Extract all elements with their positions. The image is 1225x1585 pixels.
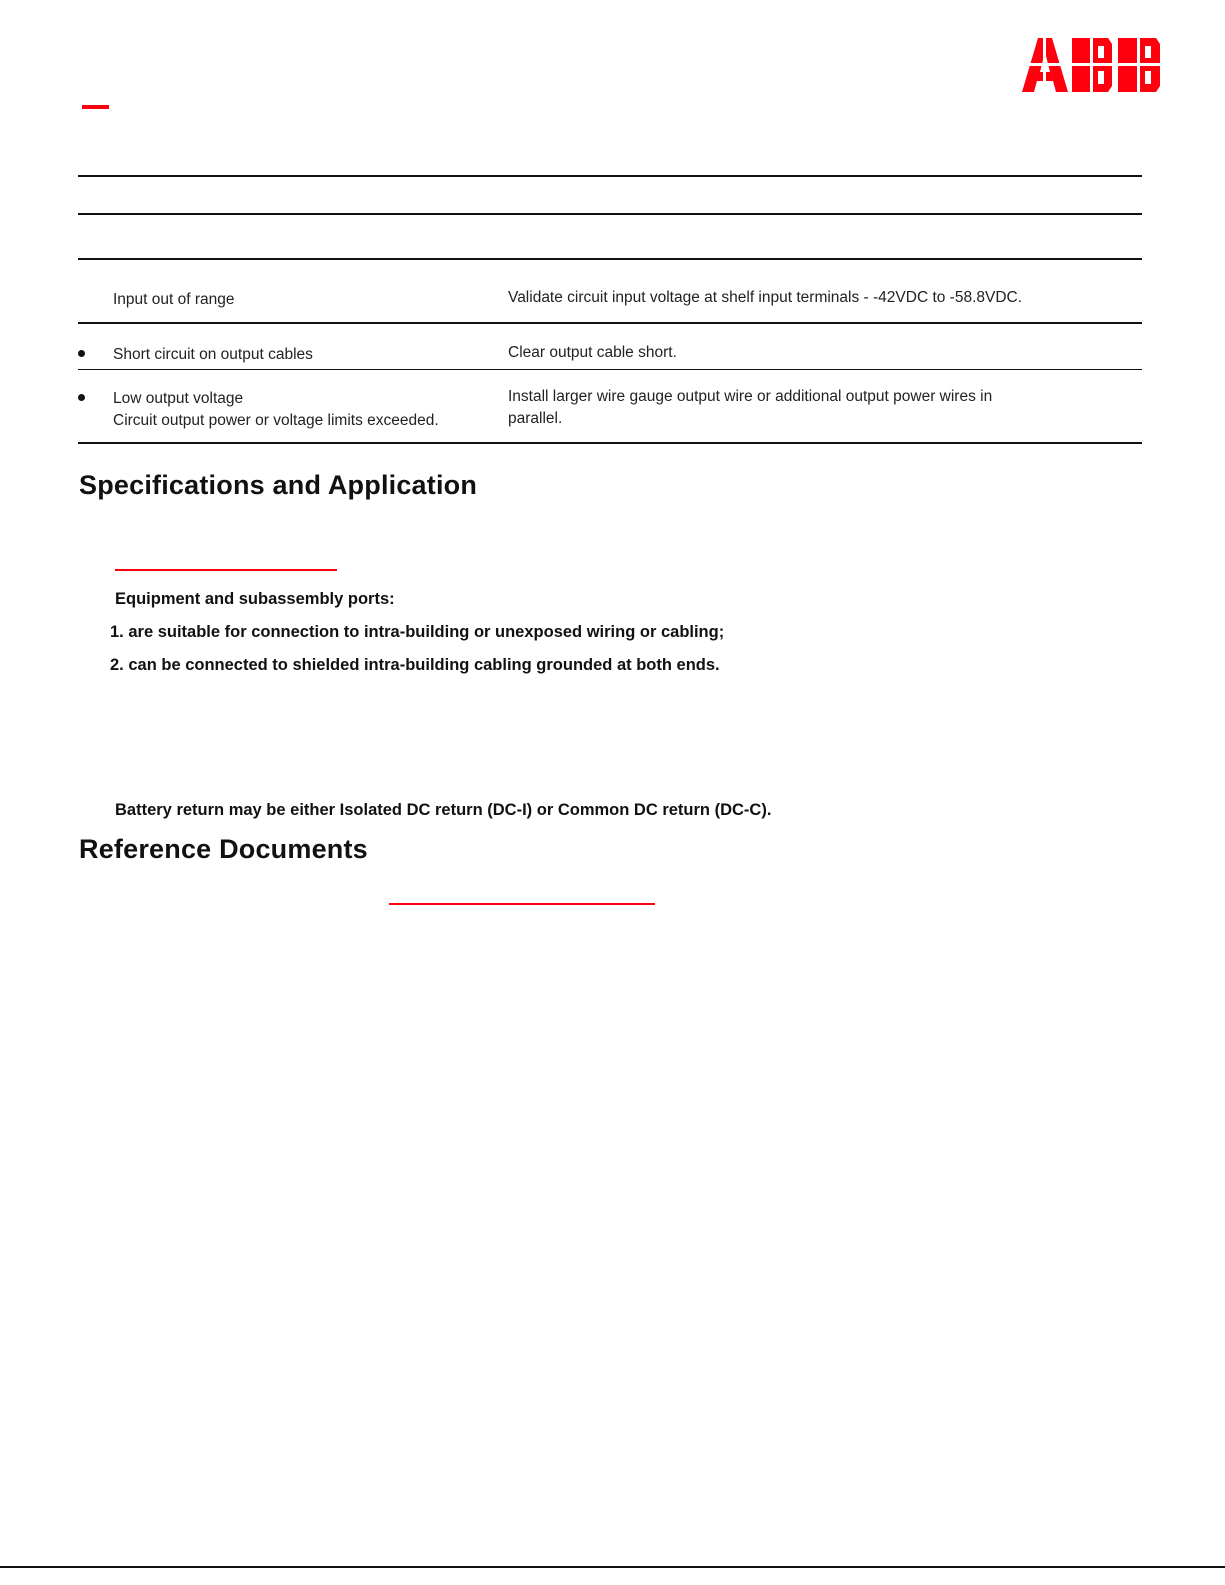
table-cell-cause: Low output voltage	[113, 390, 244, 407]
abb-logo-mark	[1022, 36, 1164, 94]
bullet-icon	[78, 394, 85, 401]
ports-heading: Equipment and subassembly ports:	[115, 590, 395, 608]
table-cell-cause: Input out of range	[113, 291, 235, 308]
header-accent-bar	[82, 105, 109, 109]
table-cell-action: Clear output cable short.	[508, 344, 677, 361]
table-subheader-rule	[78, 258, 1142, 260]
table-bottom-rule	[78, 442, 1142, 444]
table-cell-cause: Circuit output power or voltage limits exceeded.	[113, 412, 439, 429]
footer-rule	[0, 1566, 1225, 1568]
section-heading-specifications: Specifications and Application	[79, 470, 478, 500]
specifications-link-underline	[115, 569, 337, 571]
table-header-rule	[78, 213, 1142, 215]
table-cell-action: Validate circuit input voltage at shelf input terminals - -42VDC to -58.8VDC.	[508, 289, 1023, 306]
table-top-rule	[78, 175, 1142, 177]
table-row-rule	[78, 322, 1142, 324]
reference-link-underline	[389, 903, 655, 905]
bullet-icon	[78, 350, 85, 357]
abb-logo	[1022, 36, 1164, 94]
battery-return-note: Battery return may be either Isolated DC return (DC-I) or Common DC return (DC-C).	[115, 801, 772, 819]
table-cell-cause: Short circuit on output cables	[113, 346, 313, 363]
section-heading-reference-documents: Reference Documents	[79, 834, 368, 864]
table-cell-action: parallel.	[508, 410, 563, 427]
table-cell-action: Install larger wire gauge output wire or additional output power wires in	[508, 388, 993, 405]
ports-list-item: 1. are suitable for connection to intra-building or unexposed wiring or cabling;	[110, 623, 725, 641]
ports-list-item: 2. can be connected to shielded intra-building cabling grounded at both ends.	[110, 656, 720, 674]
table-row-rule	[78, 369, 1142, 370]
